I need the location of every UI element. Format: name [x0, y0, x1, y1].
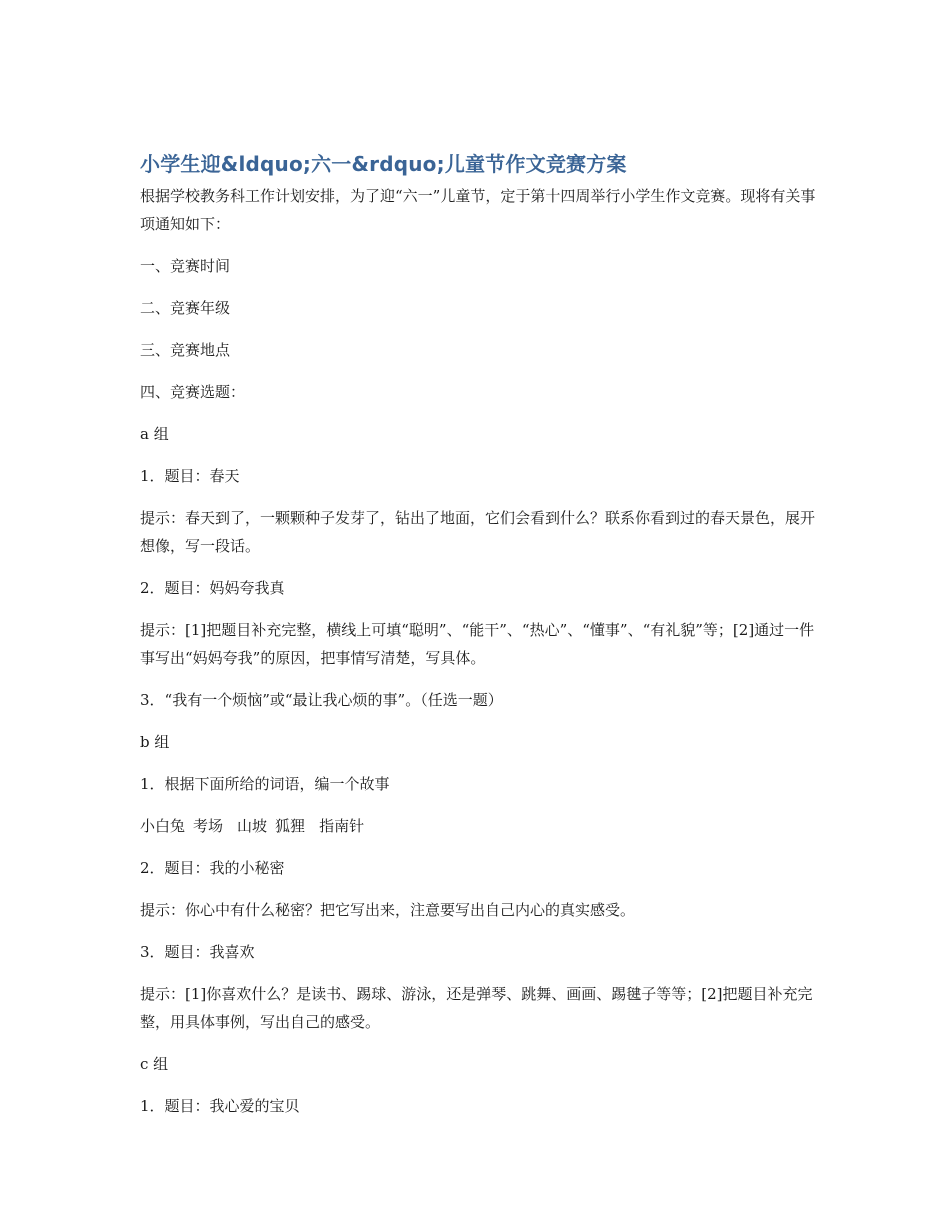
section-topics: 四、竞赛选题： [140, 383, 246, 401]
intro-paragraph: 根据学校教务科工作计划安排，为了迎“六一”儿童节，定于第十四周举行小学生作文竞赛。现将有关事项通知如下： [140, 187, 816, 233]
word-item: 指南针 [319, 817, 365, 835]
group-c-topic-1: 1．题目：我心爱的宝贝 [140, 1097, 300, 1115]
document-page [140, 148, 820, 1134]
group-b-topic-1: 1．根据下面所给的词语，编一个故事 [140, 775, 390, 793]
word-item: 考场 [193, 817, 224, 835]
word-item: 小白兔 [140, 817, 186, 835]
word-item: 狐狸 [275, 817, 306, 835]
group-a-topic-2-hint: 提示：[1]把题目补充完整，横线上可填“聪明”、“能干”、“热心”、“懂事”、“有礼貌”等；[2]通过一件事写出“妈妈夸我”的原因，把事情写清楚，写具体。 [140, 621, 815, 667]
group-b-topic-2: 2．题目：我的小秘密 [140, 859, 285, 877]
section-time: 一、竞赛时间 [140, 257, 231, 275]
group-b-topic-2-hint: 提示：你心中有什么秘密？把它写出来，注意要写出自己内心的真实感受。 [140, 901, 636, 919]
group-a-topic-2: 2．题目：妈妈夸我真 [140, 579, 285, 597]
group-c-heading: c 组 [140, 1055, 169, 1073]
group-a-topic-1-hint: 提示：春天到了，一颗颗种子发芽了，钻出了地面，它们会看到什么？联系你看到过的春天景色，展开想像，写一段话。 [140, 509, 816, 555]
word-item: 山坡 [237, 817, 268, 835]
group-b-topic-3: 3．题目：我喜欢 [140, 943, 255, 961]
section-location: 三、竞赛地点 [140, 341, 231, 359]
group-a-heading: a 组 [140, 425, 169, 443]
group-a-topic-1: 1．题目：春天 [140, 467, 240, 485]
group-a-topic-3: 3．“我有一个烦恼”或“最让我心烦的事”。（任选一题） [140, 691, 503, 709]
group-b-heading: b 组 [140, 733, 170, 751]
section-grade: 二、竞赛年级 [140, 299, 231, 317]
document-title: 小学生迎&ldquo;六一&rdquo;儿童节作文竞赛方案 [140, 152, 627, 176]
group-b-topic-3-hint: 提示：[1]你喜欢什么？是读书、踢球、游泳，还是弹琴、跳舞、画画、踢毽子等等；[2]把题目补充完整，用具体事例，写出自己的感受。 [140, 985, 813, 1031]
group-b-word-list [140, 812, 820, 840]
